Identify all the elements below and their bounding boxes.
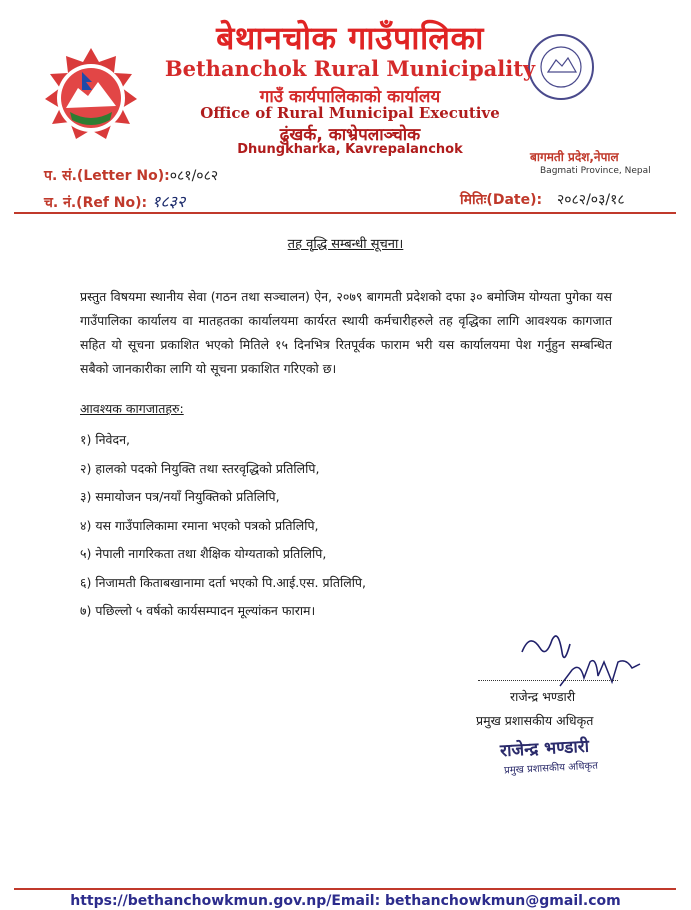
title-stamp: प्रमुख प्रशासकीय अधिकृत xyxy=(503,760,599,777)
header-divider xyxy=(14,212,676,214)
province-en: Bagmati Province, Nepal xyxy=(540,166,651,176)
list-item: ५) नेपाली नागरिकता तथा शैक्षिक योग्यताको प्रतिलिपि, xyxy=(80,546,327,561)
letter-number xyxy=(44,166,218,185)
date-value: २०८२/०३/१८ xyxy=(556,192,625,208)
municipality-name-np: बेथानचोक गाउँपालिका xyxy=(216,19,484,57)
signature-line xyxy=(478,680,618,681)
location-en: Dhungkharka, Kavrepalanchok xyxy=(237,142,463,157)
list-item: ३) समायोजन पत्र/नयाँ नियुक्तिको प्रतिलिपि, xyxy=(80,489,280,504)
ref-number xyxy=(44,190,185,212)
notice-subject-text: तह वृद्धि सम्बन्धी सूचना। xyxy=(287,237,404,252)
notice-body: प्रस्तुत विषयमा स्थानीय सेवा (गठन तथा सञ्चालन) ऐन, २०७९ बागमती प्रदेशको दफा ३० बमोजिम योग्यता पुगेका यस गाउँपालिका कार्यालय वा मातहतका कार्यालयमा कार्यरत स्थायी कर्मचारीहरुले तह वृद्धिका लागि आवश्यक कागजात सहित यो सूचना प्रकाशित भएको मितिले १५ दिनभित्र रितपूर्वक फाराम भरी यस कार्यालयमा पेश गर्नुहुन सम्बन्धित सबैको जानकारीका लागि यो सूचना प्रकाशित गरिएको छ। xyxy=(80,289,612,376)
date xyxy=(460,190,625,209)
nepal-emblem-logo xyxy=(36,42,146,152)
ref-number-label: च. नं.(Ref No): xyxy=(44,195,148,211)
list-item: १) निवेदन, xyxy=(80,432,131,447)
letter-number-label: प. सं.(Letter No): xyxy=(44,168,170,184)
footer-contact: https://bethanchowkmun.gov.np/Email: bethanchowkmun@gmail.com xyxy=(70,893,621,909)
list-item: ४) यस गाउँपालिकामा रमाना भएको पत्रको प्रतिलिपि, xyxy=(80,517,319,533)
signatory-name: राजेन्द्र भण्डारी xyxy=(510,689,576,704)
notice-subject xyxy=(0,234,691,252)
date-label: मितिः(Date): xyxy=(460,192,543,208)
municipality-name-en: Bethanchok Rural Municipality xyxy=(164,56,536,81)
list-item: २) हालको पदको नियुक्ति तथा स्तरवृद्धिको प्रतिलिपि, xyxy=(80,460,320,476)
signatory-title: प्रमुख प्रशासकीय अधिकृत xyxy=(476,713,594,728)
name-stamp: राजेन्द्र भण्डारी xyxy=(499,736,590,762)
office-name-en: Office of Rural Municipal Executive xyxy=(200,104,500,122)
office-name-np: गाउँ कार्यपालिकाको कार्यालय xyxy=(259,87,441,107)
list-item: ६) निजामती किताबखानामा दर्ता भएको पि.आई.एस. प्रतिलिपि, xyxy=(80,574,366,590)
documents-heading: आवश्यक कागजातहरु: xyxy=(80,401,184,416)
location-np: ढुंखर्क, काभ्रेपलाञ्चोक xyxy=(279,125,421,145)
letter-number-value: ०८१/०८२ xyxy=(169,168,219,184)
ref-number-value: १८३२ xyxy=(152,192,186,211)
list-item: ७) पछिल्लो ५ वर्षको कार्यसम्पादन मूल्यांकन फाराम। xyxy=(80,603,316,618)
footer-divider xyxy=(14,888,676,890)
province-np: बागमती प्रदेश,नेपाल xyxy=(530,150,619,164)
documents-list xyxy=(80,430,620,630)
